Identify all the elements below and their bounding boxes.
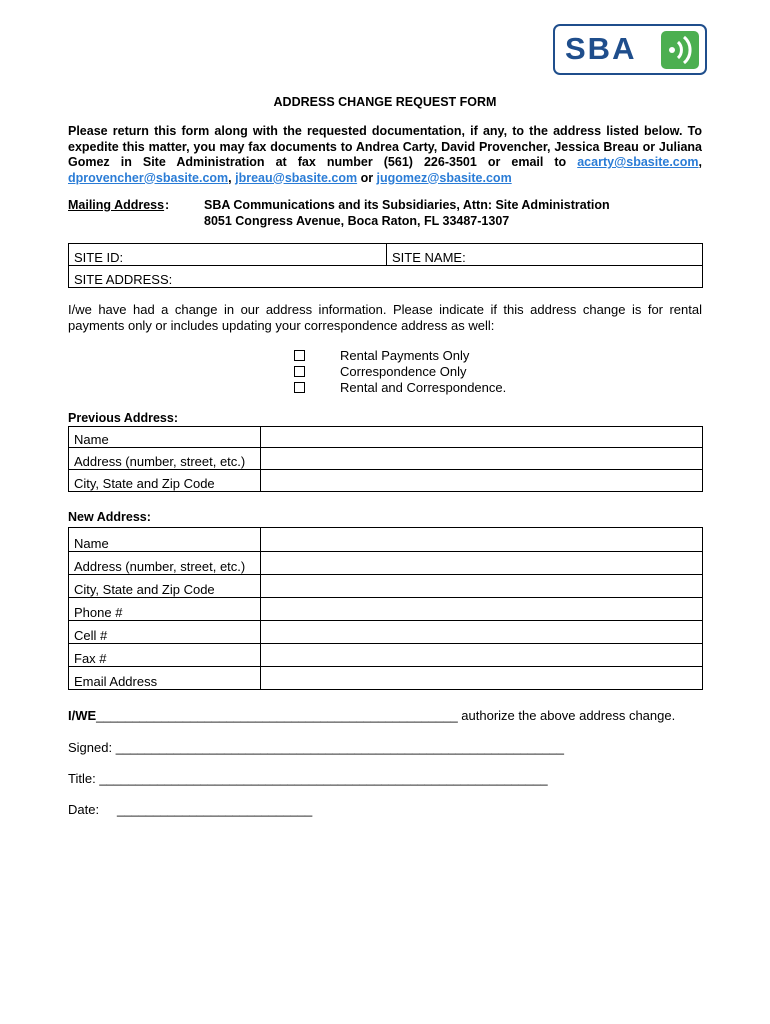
title-blank[interactable]: ______________________________________________________________ <box>99 771 548 786</box>
new-name-label: Name <box>69 528 261 552</box>
checkbox-rental-payments[interactable] <box>294 350 305 361</box>
new-address-label: Address (number, street, etc.) <box>69 552 261 575</box>
new-email-label: Email Address <box>69 667 261 690</box>
date-line <box>68 802 313 817</box>
new-cell-label: Cell # <box>69 621 261 644</box>
authorize-prefix: I/WE <box>68 708 97 723</box>
authorize-name-blank[interactable]: __________________________________________________ <box>96 708 458 723</box>
authorize-suffix: authorize the above address change. <box>457 708 676 723</box>
mailing-address-label: Mailing Address <box>68 198 165 212</box>
previous-address-heading: Previous Address: <box>68 411 178 425</box>
site-id-field[interactable] <box>69 244 387 266</box>
email-link-jugomez[interactable]: jugomez@sbasite.com <box>376 170 512 185</box>
mailing-address-line1: SBA Communications and its Subsidiaries, Attn: Site Administration <box>204 198 610 212</box>
new-address-heading: New Address: <box>68 510 151 524</box>
separator: , <box>698 155 702 169</box>
new-phone-label: Phone # <box>69 598 261 621</box>
prev-address-label: Address (number, street, etc.) <box>69 448 261 470</box>
new-fax-label: Fax # <box>69 644 261 667</box>
signed-line <box>68 740 564 755</box>
instructions <box>68 124 702 186</box>
option-label-correspondence: Correspondence Only <box>340 364 467 379</box>
authorize-line <box>68 708 675 723</box>
form-title: ADDRESS CHANGE REQUEST FORM <box>273 95 497 109</box>
site-id-label: SITE ID: <box>74 250 124 265</box>
site-address-field[interactable] <box>69 266 703 288</box>
mailing-address-colon: : <box>165 198 170 212</box>
prev-address-input[interactable] <box>261 448 703 470</box>
new-cell-input[interactable] <box>261 621 703 644</box>
instructions-text: Please return this form along with the requested documentation, if any, to the address listed below. To expedite this matter, you may fax documents to Andrea Carty, David Provencher, Jessica Breau or Juliana Gomez in Site Administration at fax number (561) 226-3501 or email to <box>68 124 702 169</box>
prev-city-label: City, State and Zip Code <box>69 470 261 492</box>
title-label: Title: <box>68 771 96 786</box>
new-email-input[interactable] <box>261 667 703 690</box>
logo-text: SBA <box>565 31 637 66</box>
prev-city-input[interactable] <box>261 470 703 492</box>
new-phone-input[interactable] <box>261 598 703 621</box>
new-address-input[interactable] <box>261 552 703 575</box>
site-name-field[interactable] <box>387 244 703 266</box>
option-label-rental: Rental Payments Only <box>340 348 470 363</box>
separator: , <box>228 170 232 185</box>
date-label: Date: <box>68 802 100 817</box>
signature-blank[interactable]: ______________________________________________________________ <box>115 740 564 755</box>
sba-logo <box>553 24 707 75</box>
prev-name-input[interactable] <box>261 427 703 448</box>
email-link-dprovencher[interactable]: dprovencher@sbasite.com <box>68 170 229 185</box>
new-city-label: City, State and Zip Code <box>69 575 261 598</box>
change-instructions: I/we have had a change in our address information. Please indicate if this address change is for rental payments only or includes updating your correspondence address as well: <box>68 302 702 333</box>
site-name-label: SITE NAME: <box>392 250 466 265</box>
site-info-table <box>68 243 703 288</box>
email-link-acarty[interactable]: acarty@sbasite.com <box>577 155 699 169</box>
mailing-address-line2: 8051 Congress Avenue, Boca Raton, FL 33487-1307 <box>204 214 510 228</box>
signed-label: Signed: <box>68 740 113 755</box>
site-address-label: SITE ADDRESS: <box>74 272 173 287</box>
title-line <box>68 771 548 786</box>
separator: or <box>357 170 377 185</box>
option-label-both: Rental and Correspondence. <box>340 380 507 395</box>
prev-name-label: Name <box>69 427 261 448</box>
previous-address-table <box>68 426 703 492</box>
new-fax-input[interactable] <box>261 644 703 667</box>
checkbox-rental-and-correspondence[interactable] <box>294 382 305 393</box>
email-link-jbreau[interactable]: jbreau@sbasite.com <box>235 170 358 185</box>
new-city-input[interactable] <box>261 575 703 598</box>
new-name-input[interactable] <box>261 528 703 552</box>
date-blank[interactable]: ___________________________ <box>117 802 313 817</box>
new-address-table <box>68 527 703 690</box>
signal-waves-icon <box>661 31 699 69</box>
checkbox-correspondence[interactable] <box>294 366 305 377</box>
